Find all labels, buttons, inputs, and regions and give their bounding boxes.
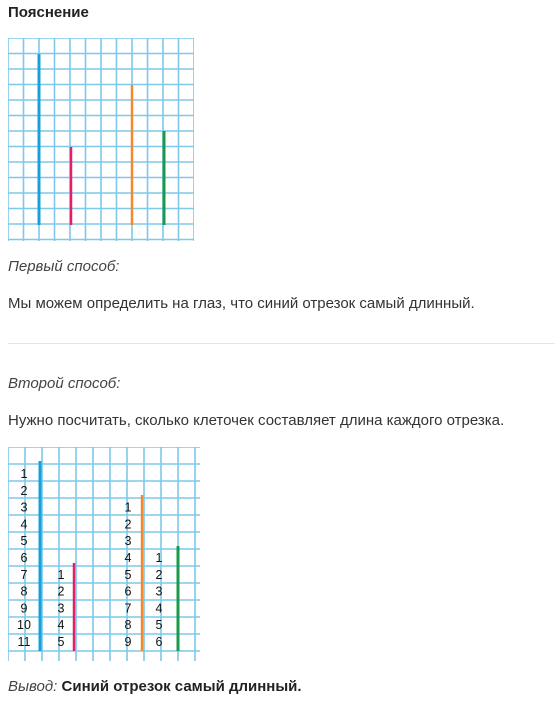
cell-number: 2 (20, 483, 28, 498)
method1-text: Мы можем определить на глаз, что синий отрезок самый длинный. (8, 295, 475, 312)
cell-number: 1 (155, 551, 163, 565)
method2-label: Второй способ: (8, 375, 121, 392)
grid-lines (8, 447, 200, 661)
cell-number: 4 (57, 618, 65, 633)
cell-number: 3 (155, 584, 163, 599)
grid-lines (8, 38, 194, 241)
cell-number: 9 (124, 635, 132, 649)
cell-number: 10 (17, 618, 31, 633)
cell-number: 3 (57, 601, 65, 616)
method2-text: Нужно посчитать, сколько клеточек составляет длина каждого отрезка. (8, 412, 505, 429)
conclusion-label: Вывод: (8, 678, 58, 695)
cell-number: 5 (155, 618, 163, 633)
cell-number: 1 (124, 500, 132, 515)
cell-number: 6 (20, 551, 28, 565)
method1-label: Первый способ: (8, 258, 120, 275)
divider (8, 343, 555, 344)
conclusion (8, 678, 302, 695)
cell-number: 1 (20, 467, 28, 481)
cell-number: 3 (20, 500, 28, 515)
cell-number: 1 (57, 567, 65, 582)
cell-number: 9 (20, 601, 28, 616)
section-heading: Пояснение (8, 4, 89, 21)
cell-number: 5 (124, 567, 132, 582)
cell-number: 6 (155, 635, 163, 649)
segments-grid-figure (8, 38, 194, 241)
cell-number: 4 (155, 601, 163, 616)
cell-number: 8 (124, 618, 132, 633)
cell-number: 4 (20, 517, 28, 532)
cell-number: 6 (124, 584, 132, 599)
cell-number: 5 (57, 635, 65, 649)
cell-number: 7 (20, 567, 28, 582)
cell-number: 4 (124, 551, 132, 565)
conclusion-text: Синий отрезок самый длинный. (61, 678, 302, 695)
cell-number: 5 (20, 534, 28, 549)
cell-number: 3 (124, 534, 132, 549)
cell-number: 11 (17, 635, 31, 649)
cell-number: 2 (155, 567, 163, 582)
cell-number: 8 (20, 584, 28, 599)
cell-number: 7 (124, 601, 132, 616)
cell-number: 2 (124, 517, 132, 532)
cell-number: 2 (57, 584, 65, 599)
counted-segments-figure (8, 447, 200, 661)
